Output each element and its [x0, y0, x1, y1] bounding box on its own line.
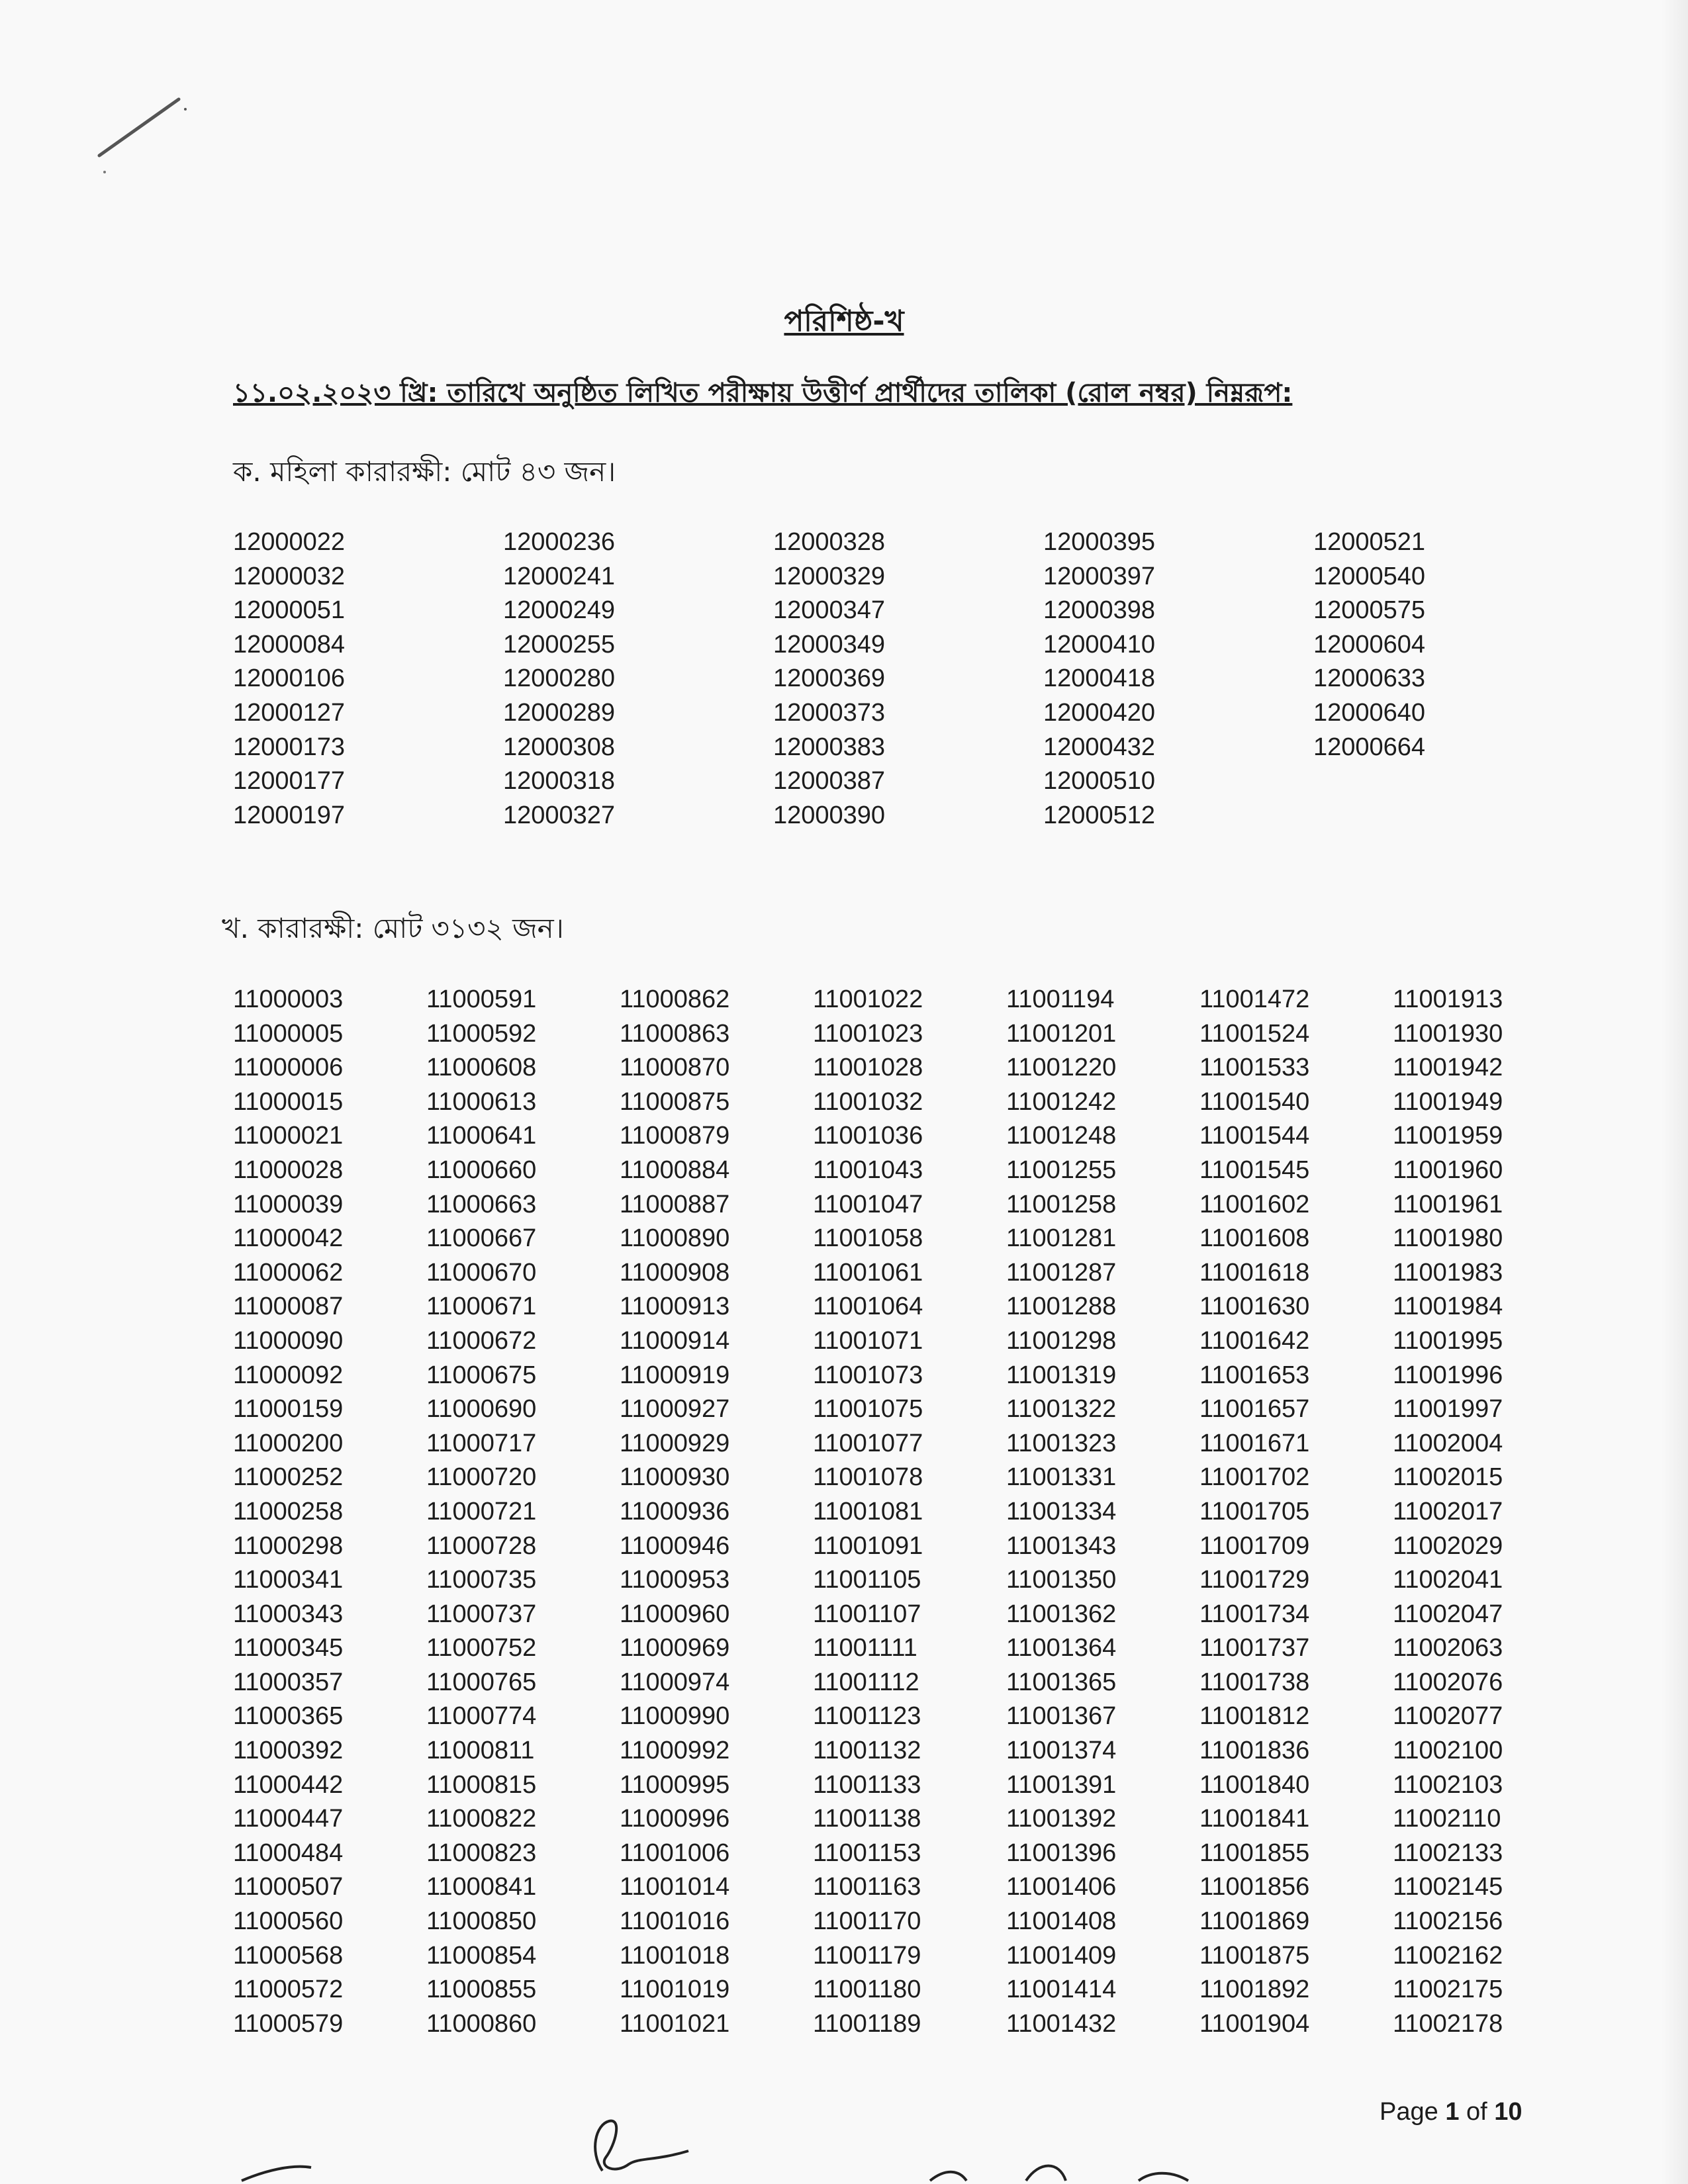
roll-number: 11001258 [1006, 1190, 1117, 1218]
roll-number: 11001014 [620, 1873, 730, 1901]
roll-number: 11002076 [1393, 1668, 1503, 1696]
roll-number: 11001081 [813, 1497, 923, 1525]
roll-number-column [233, 525, 503, 833]
roll-number: 11001408 [1006, 1907, 1117, 1936]
roll-number: 12000420 [1043, 698, 1156, 727]
roll-number: 11001540 [1199, 1087, 1310, 1116]
scan-pen-mark [93, 93, 199, 179]
roll-number: 11001021 [620, 2009, 730, 2038]
roll-number: 11000815 [426, 1770, 537, 1799]
roll-number: 11001913 [1393, 985, 1503, 1013]
roll-number: 11001023 [813, 1019, 923, 1048]
roll-number: 11001855 [1199, 1839, 1310, 1867]
roll-number: 11000860 [426, 2009, 537, 2038]
roll-number: 11001058 [813, 1224, 923, 1253]
roll-number: 11001163 [813, 1873, 921, 1901]
roll-number: 11000992 [620, 1737, 730, 1765]
roll-number: 11001281 [1006, 1224, 1117, 1253]
roll-number: 11001618 [1199, 1258, 1310, 1287]
roll-number: 12000395 [1043, 528, 1156, 556]
roll-number: 11000200 [233, 1429, 344, 1457]
roll-number: 11001287 [1006, 1258, 1117, 1287]
roll-number: 11001036 [813, 1122, 923, 1150]
female-roll-number-grid [233, 525, 1583, 833]
roll-number: 11001997 [1393, 1395, 1503, 1424]
roll-number: 11001930 [1393, 1019, 1503, 1048]
roll-number: 11001737 [1199, 1634, 1310, 1662]
roll-number: 12000633 [1313, 664, 1426, 693]
roll-number: 12000575 [1313, 596, 1426, 625]
roll-number: 11001111 [813, 1634, 917, 1662]
roll-number: 11000728 [426, 1531, 537, 1560]
roll-number: 11001077 [813, 1429, 923, 1457]
roll-number: 11001856 [1199, 1873, 1310, 1901]
roll-number: 11001980 [1393, 1224, 1503, 1253]
roll-number: 11000930 [620, 1463, 730, 1492]
roll-number: 12000173 [233, 733, 346, 761]
roll-number: 12000280 [503, 664, 616, 693]
page-current: 1 [1445, 2098, 1460, 2126]
roll-number: 11000591 [426, 985, 537, 1013]
roll-number: 11000879 [620, 1122, 730, 1150]
roll-number: 11000936 [620, 1497, 730, 1525]
roll-number: 11000507 [233, 1873, 344, 1901]
roll-number: 11001734 [1199, 1600, 1310, 1628]
roll-number: 11001995 [1393, 1326, 1503, 1355]
roll-number: 12000236 [503, 528, 616, 556]
roll-number-column [1393, 983, 1586, 2041]
roll-number: 12000084 [233, 630, 346, 659]
roll-number: 12000521 [1313, 528, 1426, 556]
roll-number: 11000003 [233, 985, 344, 1013]
roll-number: 11001220 [1006, 1054, 1117, 1082]
roll-number: 11001702 [1199, 1463, 1310, 1492]
roll-number: 11001406 [1006, 1873, 1117, 1901]
male-section-label: খ. কারারক্ষী: মোট ৩১৩২ জন। [222, 912, 564, 944]
roll-number: 12000327 [503, 801, 616, 829]
roll-number: 12000369 [773, 664, 886, 693]
roll-number: 12000051 [233, 596, 346, 625]
roll-number: 11000995 [620, 1770, 730, 1799]
roll-number: 11001022 [813, 985, 923, 1013]
roll-number: 11001107 [813, 1600, 921, 1628]
roll-number: 11000946 [620, 1531, 730, 1560]
roll-number: 11001642 [1199, 1326, 1310, 1355]
roll-number: 11001323 [1006, 1429, 1117, 1457]
roll-number: 12000289 [503, 698, 616, 727]
page-prefix: Page [1380, 2098, 1446, 2126]
roll-number: 11001836 [1199, 1737, 1310, 1765]
roll-number: 11001319 [1006, 1361, 1117, 1389]
roll-number: 12000197 [233, 801, 346, 829]
roll-number: 11001812 [1199, 1702, 1310, 1731]
roll-number: 11000862 [620, 985, 730, 1013]
roll-number: 11000929 [620, 1429, 730, 1457]
roll-number-column [233, 983, 426, 2041]
signature-mark [238, 2158, 344, 2184]
roll-number: 11001112 [813, 1668, 919, 1696]
roll-number: 11001047 [813, 1190, 923, 1218]
roll-number: 11001608 [1199, 1224, 1310, 1253]
roll-number: 11001350 [1006, 1566, 1117, 1594]
roll-number: 11000572 [233, 1976, 344, 2004]
roll-number: 11000752 [426, 1634, 537, 1662]
roll-number: 12000308 [503, 733, 616, 761]
roll-number: 11001331 [1006, 1463, 1117, 1492]
roll-number-column [813, 983, 1006, 2041]
roll-number: 11000717 [426, 1429, 537, 1457]
roll-number: 12000241 [503, 562, 616, 590]
roll-number: 12000349 [773, 630, 886, 659]
roll-number: 11000258 [233, 1497, 344, 1525]
roll-number: 11000343 [233, 1600, 344, 1628]
roll-number: 11000670 [426, 1258, 537, 1287]
roll-number: 11001133 [813, 1770, 921, 1799]
roll-number: 11000675 [426, 1361, 537, 1389]
roll-number: 11001602 [1199, 1190, 1310, 1218]
roll-number: 11002041 [1393, 1566, 1503, 1594]
roll-number: 11000005 [233, 1019, 344, 1048]
page-number [1380, 2098, 1523, 2126]
female-section-label: ক. মহিলা কারারক্ষী: মোট ৪৩ জন। [233, 455, 616, 488]
roll-number: 11000884 [620, 1156, 730, 1184]
page-total: 10 [1494, 2098, 1523, 2126]
roll-number-column [1043, 525, 1313, 833]
roll-number: 11000890 [620, 1224, 730, 1253]
roll-number: 11001983 [1393, 1258, 1503, 1287]
roll-number: 11000969 [620, 1634, 730, 1662]
roll-number: 11001544 [1199, 1122, 1310, 1150]
document-subtitle: ১১.০২.২০২৩ খ্রি: তারিখে অনুষ্ঠিত লিখিত পরীক্ষায় উত্তীর্ণ প্রার্থীদের তালিকা (রোল নম্বর) নিম্নরূপ: [233, 378, 1293, 408]
roll-number: 12000510 [1043, 767, 1156, 796]
roll-number: 11001322 [1006, 1395, 1117, 1424]
roll-number: 11002103 [1393, 1770, 1503, 1799]
roll-number: 11001043 [813, 1156, 923, 1184]
roll-number: 11001630 [1199, 1293, 1310, 1321]
roll-number: 11000357 [233, 1668, 344, 1696]
roll-number: 11000447 [233, 1805, 344, 1833]
roll-number: 11001409 [1006, 1941, 1117, 1970]
roll-number: 11002110 [1393, 1805, 1501, 1833]
roll-number: 11000341 [233, 1566, 344, 1594]
roll-number: 11002162 [1393, 1941, 1503, 1970]
roll-number: 11001032 [813, 1087, 923, 1116]
roll-number: 12000032 [233, 562, 346, 590]
roll-number-column [1006, 983, 1199, 2041]
roll-number: 11000568 [233, 1941, 344, 1970]
roll-number: 11002156 [1393, 1907, 1503, 1936]
roll-number: 11000927 [620, 1395, 730, 1424]
roll-number: 11001064 [813, 1293, 923, 1321]
roll-number: 11000822 [426, 1805, 537, 1833]
roll-number: 12000387 [773, 767, 886, 796]
roll-number: 11001545 [1199, 1156, 1310, 1184]
roll-number: 11000042 [233, 1224, 344, 1253]
roll-number: 11000863 [620, 1019, 730, 1048]
roll-number: 12000390 [773, 801, 886, 829]
roll-number: 11002133 [1393, 1839, 1503, 1867]
roll-number: 11001255 [1006, 1156, 1117, 1184]
roll-number: 11000914 [620, 1326, 730, 1355]
roll-number: 12000373 [773, 698, 886, 727]
roll-number: 11001194 [1006, 985, 1115, 1013]
roll-number: 11002175 [1393, 1976, 1503, 2004]
roll-number: 11001942 [1393, 1054, 1503, 1082]
roll-number: 11000974 [620, 1668, 730, 1696]
roll-number: 11000392 [233, 1737, 344, 1765]
roll-number: 12000249 [503, 596, 616, 625]
roll-number: 11001075 [813, 1395, 923, 1424]
roll-number: 11001729 [1199, 1566, 1310, 1594]
roll-number: 11001365 [1006, 1668, 1117, 1696]
roll-number: 11001180 [813, 1976, 921, 2004]
roll-number: 11000855 [426, 1976, 537, 2004]
roll-number: 11000484 [233, 1839, 344, 1867]
roll-number: 12000383 [773, 733, 886, 761]
roll-number: 11001091 [813, 1531, 923, 1560]
roll-number: 11001875 [1199, 1941, 1310, 1970]
roll-number: 11000721 [426, 1497, 537, 1525]
roll-number: 11000159 [233, 1395, 344, 1424]
roll-number-column [773, 525, 1043, 833]
roll-number: 11000870 [620, 1054, 730, 1082]
roll-number: 12000664 [1313, 733, 1426, 761]
roll-number: 11001949 [1393, 1087, 1503, 1116]
roll-number: 12000177 [233, 767, 346, 796]
roll-number: 11000252 [233, 1463, 344, 1492]
roll-number: 11000092 [233, 1361, 344, 1389]
roll-number: 11000028 [233, 1156, 344, 1184]
roll-number: 11000690 [426, 1395, 537, 1424]
roll-number: 11001367 [1006, 1702, 1117, 1731]
roll-number: 11000667 [426, 1224, 537, 1253]
roll-number: 12000418 [1043, 664, 1156, 693]
male-roll-number-grid [233, 983, 1586, 2041]
roll-number: 12000604 [1313, 630, 1426, 659]
roll-number: 11001524 [1199, 1019, 1310, 1048]
roll-number: 11002077 [1393, 1702, 1503, 1731]
roll-number: 11000641 [426, 1122, 537, 1150]
roll-number: 11001959 [1393, 1122, 1503, 1150]
roll-number-column [620, 983, 813, 2041]
roll-number: 12000512 [1043, 801, 1156, 829]
roll-number: 11001071 [813, 1326, 923, 1355]
roll-number: 11000765 [426, 1668, 537, 1696]
roll-number: 11001869 [1199, 1907, 1310, 1936]
roll-number-column [503, 525, 773, 833]
roll-number: 11000720 [426, 1463, 537, 1492]
roll-number: 12000640 [1313, 698, 1426, 727]
roll-number: 11001028 [813, 1054, 923, 1082]
roll-number: 12000255 [503, 630, 616, 659]
roll-number: 11000990 [620, 1702, 730, 1731]
roll-number: 12000329 [773, 562, 886, 590]
signature-mark [927, 2154, 1192, 2184]
roll-number: 11001019 [620, 1976, 730, 2004]
roll-number: 11000996 [620, 1805, 730, 1833]
roll-number: 11001392 [1006, 1805, 1117, 1833]
roll-number-column [426, 983, 620, 2041]
roll-number: 11001533 [1199, 1054, 1310, 1082]
roll-number-column [1313, 525, 1583, 833]
roll-number: 12000106 [233, 664, 346, 693]
roll-number: 11000087 [233, 1293, 344, 1321]
roll-number: 11000850 [426, 1907, 537, 1936]
roll-number: 11001892 [1199, 1976, 1310, 2004]
roll-number: 11001138 [813, 1805, 921, 1833]
roll-number: 11000811 [426, 1737, 535, 1765]
roll-number-column [1199, 983, 1393, 2041]
page-of: of [1459, 2098, 1495, 2126]
roll-number: 11001343 [1006, 1531, 1117, 1560]
roll-number: 11001961 [1393, 1190, 1503, 1218]
roll-number: 11002100 [1393, 1737, 1503, 1765]
roll-number: 11001374 [1006, 1737, 1117, 1765]
roll-number: 11001153 [813, 1839, 921, 1867]
roll-number: 12000397 [1043, 562, 1156, 590]
roll-number: 11001396 [1006, 1839, 1117, 1867]
roll-number: 11000913 [620, 1293, 730, 1321]
roll-number: 11000015 [233, 1087, 344, 1116]
roll-number: 12000318 [503, 767, 616, 796]
roll-number: 11001391 [1006, 1770, 1117, 1799]
roll-number: 11001132 [813, 1737, 921, 1765]
roll-number: 11001073 [813, 1361, 923, 1389]
roll-number: 11002178 [1393, 2009, 1503, 2038]
roll-number: 11000021 [233, 1122, 344, 1150]
roll-number: 11001960 [1393, 1156, 1503, 1184]
roll-number: 11001078 [813, 1463, 923, 1492]
roll-number: 12000347 [773, 596, 886, 625]
roll-number: 11001705 [1199, 1497, 1310, 1525]
roll-number: 11001334 [1006, 1497, 1117, 1525]
roll-number: 11000592 [426, 1019, 537, 1048]
roll-number: 11001841 [1199, 1805, 1310, 1833]
roll-number: 12000410 [1043, 630, 1156, 659]
roll-number: 11001105 [813, 1566, 921, 1594]
roll-number: 11001671 [1199, 1429, 1310, 1457]
roll-number: 11000062 [233, 1258, 344, 1287]
roll-number: 11000854 [426, 1941, 537, 1970]
signature-mark [576, 2111, 695, 2184]
roll-number: 11001840 [1199, 1770, 1310, 1799]
roll-number: 11000737 [426, 1600, 537, 1628]
roll-number: 11000442 [233, 1770, 344, 1799]
roll-number: 11000919 [620, 1361, 730, 1389]
roll-number: 11000735 [426, 1566, 537, 1594]
roll-number: 11001657 [1199, 1395, 1310, 1424]
roll-number: 11001414 [1006, 1976, 1117, 2004]
roll-number: 11000006 [233, 1054, 344, 1082]
roll-number: 11000672 [426, 1326, 537, 1355]
roll-number: 11001201 [1006, 1019, 1117, 1048]
roll-number: 11000365 [233, 1702, 344, 1731]
roll-number: 11000039 [233, 1190, 344, 1218]
roll-number: 12000328 [773, 528, 886, 556]
roll-number: 11002047 [1393, 1600, 1503, 1628]
roll-number: 11000660 [426, 1156, 537, 1184]
roll-number: 11000841 [426, 1873, 537, 1901]
roll-number: 11001472 [1199, 985, 1310, 1013]
roll-number: 11002017 [1393, 1497, 1503, 1525]
roll-number: 11001248 [1006, 1122, 1117, 1150]
roll-number: 12000398 [1043, 596, 1156, 625]
roll-number: 12000432 [1043, 733, 1156, 761]
roll-number: 12000127 [233, 698, 346, 727]
roll-number: 11001061 [813, 1258, 923, 1287]
roll-number: 11001904 [1199, 2009, 1310, 2038]
roll-number: 11001984 [1393, 1293, 1503, 1321]
roll-number: 11001298 [1006, 1326, 1117, 1355]
roll-number: 11001738 [1199, 1668, 1310, 1696]
roll-number: 11000823 [426, 1839, 537, 1867]
roll-number: 11000774 [426, 1702, 537, 1731]
roll-number: 11001179 [813, 1941, 921, 1970]
roll-number: 11001709 [1199, 1531, 1310, 1560]
roll-number: 11000345 [233, 1634, 344, 1662]
roll-number: 11000908 [620, 1258, 730, 1287]
roll-number: 11001006 [620, 1839, 730, 1867]
roll-number: 11000579 [233, 2009, 344, 2038]
roll-number: 11002063 [1393, 1634, 1503, 1662]
roll-number: 11002004 [1393, 1429, 1503, 1457]
roll-number: 11000090 [233, 1326, 344, 1355]
roll-number: 11000560 [233, 1907, 344, 1936]
roll-number: 11001018 [620, 1941, 730, 1970]
roll-number: 11001364 [1006, 1634, 1117, 1662]
roll-number: 11000960 [620, 1600, 730, 1628]
appendix-title: পরিশিষ্ঠ-খ [784, 304, 904, 338]
roll-number: 11001362 [1006, 1600, 1117, 1628]
roll-number: 11000608 [426, 1054, 537, 1082]
roll-number: 11000671 [426, 1293, 537, 1321]
roll-number: 11001170 [813, 1907, 921, 1936]
roll-number: 12000540 [1313, 562, 1426, 590]
roll-number: 12000022 [233, 528, 346, 556]
roll-number: 11000887 [620, 1190, 730, 1218]
roll-number: 11000613 [426, 1087, 537, 1116]
roll-number: 11000663 [426, 1190, 537, 1218]
roll-number: 11001123 [813, 1702, 921, 1731]
roll-number: 11002145 [1393, 1873, 1503, 1901]
roll-number: 11001242 [1006, 1087, 1117, 1116]
roll-number: 11001432 [1006, 2009, 1117, 2038]
roll-number: 11001996 [1393, 1361, 1503, 1389]
roll-number: 11001189 [813, 2009, 921, 2038]
roll-number: 11002029 [1393, 1531, 1503, 1560]
roll-number: 11001288 [1006, 1293, 1117, 1321]
roll-number: 11001016 [620, 1907, 730, 1936]
roll-number: 11000298 [233, 1531, 344, 1560]
roll-number: 11001653 [1199, 1361, 1310, 1389]
roll-number: 11000953 [620, 1566, 730, 1594]
roll-number: 11000875 [620, 1087, 730, 1116]
roll-number: 11002015 [1393, 1463, 1503, 1492]
